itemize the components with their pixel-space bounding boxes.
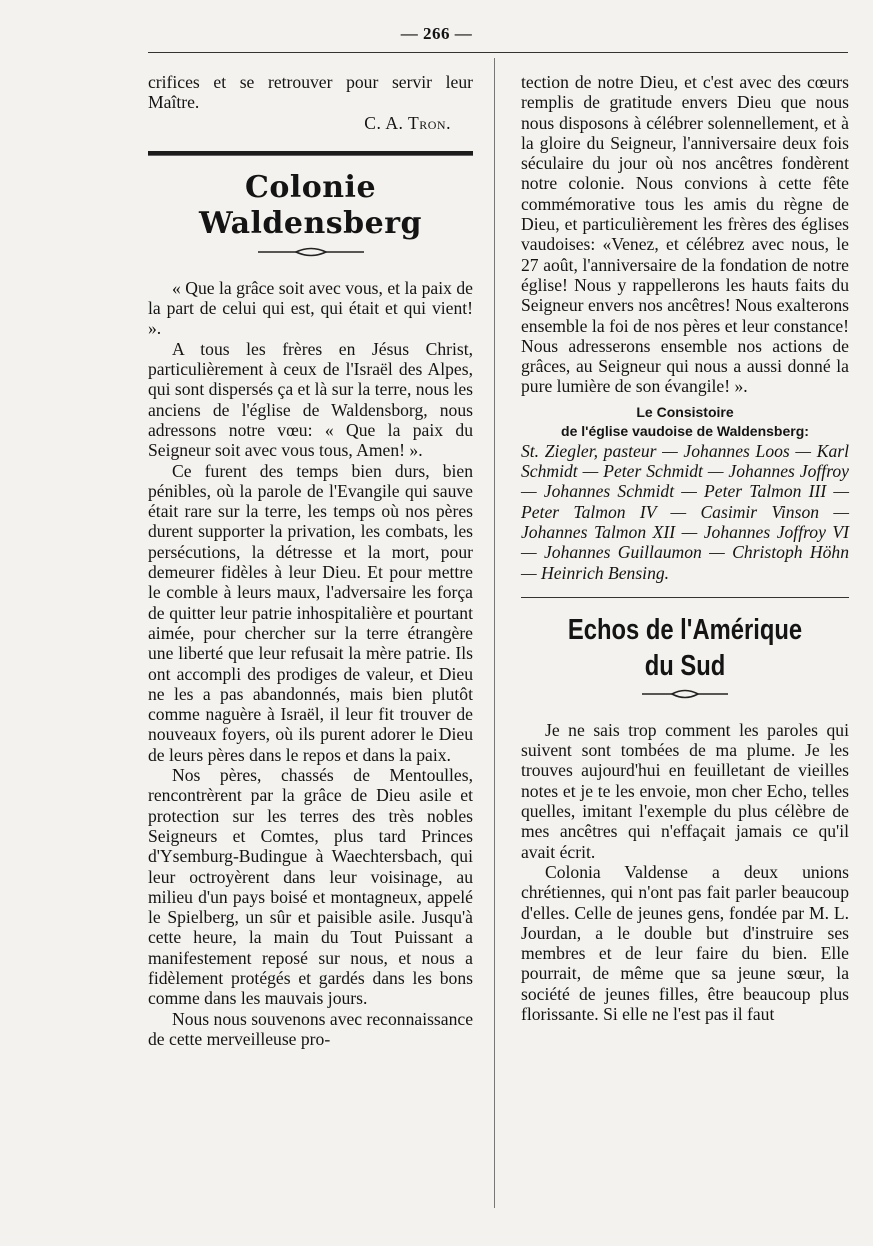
paragraph: A tous les frères en Jésus Christ, particulièrement à ceux de l'Israël des Alpes, qui sont dispersés ça et là sur la terre, nous les anciens de l'église de Waldensborg, nous adressons notre vœu: « Que la paix du Seigneur soit avec vous tous, Amen! ». — [148, 338, 473, 461]
section-rule — [148, 151, 473, 156]
paragraph: Nos pères, chassés de Mentoulles, rencontrèrent par la grâce de Dieu asile et protection sur les terres des très nobles Seigneurs et Comtes, plus tard Princes d'Ysemburg-Budingue à Waechtersbach, qui leur octroyèrent dans leur voisinage, au milieu d'un pays boisé et montagneux, appelé le Spielberg, un sûr et paisible asile. Jusqu'à cette heure, la main du Tout Puissant a manifestement reposé sur nous, et nous a fidèlement protégés et gardés dans les bons comme dans les mauvais jours. — [148, 765, 473, 1009]
paragraph: « Que la grâce soit avec vous, et la paix de la part de celui qui est, qui était et qui vient! ». — [148, 277, 473, 339]
section-rule — [521, 597, 849, 598]
left-column — [148, 72, 473, 1049]
right-column — [521, 72, 849, 1024]
consistoire-line-2: de l'église vaudoise de Waldensberg: — [561, 422, 809, 439]
consistoire-heading — [521, 403, 849, 441]
paragraph: Ce furent des temps bien durs, bien pénibles, où la parole de l'Evangile qui sauve était rare sur la terre, les temps où nos pères durent supporter la privation, les combats, les persécutions, la détresse et la mort, pour demeurer fidèles à leur Dieu. Et pour mettre le comble à leurs maux, l'adversaire les força de quitter leur patrie inhospitalière et pourtant aimée, pour chercher sur la terre étrangère une liberté que leur refusait la mère patrie. Ils ont accompli des prodiges de valeur, et Dieu ne les a pas abandonnés, mais bien plutôt comme naguère à Israël, il leur fit trouver de nouveaux foyers, où ils purent adorer le Dieu de leurs pères dans le repos et dans la paix. — [148, 460, 473, 765]
page-number: — 266 — — [400, 24, 473, 43]
header-rule — [148, 52, 848, 53]
article-title: Echos de l'Amérique du Sud — [567, 613, 803, 682]
column-divider — [494, 58, 495, 1208]
author-signature: C. A. Tron. — [364, 112, 451, 133]
title-ornament — [256, 246, 366, 258]
title-ornament — [640, 688, 730, 700]
article-title: Colonie Waldensberg — [198, 169, 423, 241]
paragraph: Je ne sais trop comment les paroles qui suivent sont tombées de ma plume. Je les trouves aujourd'hui en feuilletant de vieilles notes et je te les envoie, mon cher Echo, telles quelles, imitant l'exemple du plus célèbre de mes ancêtres qui n'effaçait jamais ce qu'il avait écrit. — [521, 719, 849, 862]
paragraph: Nous nous souvenons avec reconnaissance de cette merveilleuse pro- — [148, 1008, 473, 1049]
paragraph: Colonia Valdense a deux unions chrétiennes, qui n'ont pas fait parler beaucoup d'elles. Celle de jeunes gens, fondée par M. L. Jourdan, a le double but d'instruire ses membres et de leur faire du bien. Elle pourrait, de même que sa jeune sœur, la société de jeunes filles, être beaucoup plus florissante. Si elle ne l'est pas il faut — [521, 861, 849, 1024]
continuation-text: tection de notre Dieu, et c'est avec des cœurs remplis de gratitude envers Dieu que nous nous disposons à célébrer solennellement, et à la gloire du Seigneur, l'anniversaire deux fois séculaire du jour où nos ancêtres fondèrent notre colonie. Nous convions à cette fête commémorative tous les amis du règne de Dieu, et particulièrement les frères des églises vaudoises: «Venez, et célébrez avec nous, le 27 août, l'anniversaire de la fondation de notre église! Nous y rappellerons les hauts faits du Seigneur envers nos ancêtres! Nous exalterons ensemble la foi de nos pères et leur constance! Nous adresserons ensemble nos actions de grâces, au Seigneur qui nous a aussi donné la pure lumière de son évangile! ». — [521, 72, 849, 397]
consistoire-line-1: Le Consistoire — [636, 403, 734, 420]
continuation-text: crifices et se retrouver pour servir leur Maître. — [148, 72, 473, 113]
signers-text: St. Ziegler, pasteur — Johannes Loos — Karl Schmidt — Peter Schmidt — Johannes Joffroy — Johannes Schmidt — Peter Talmon III — Peter Talmon IV — Casimir Vinson — Johannes Talmon XII — Johannes Joffroy VI — Johannes Guillaumon — Christoph Höhn — Heinrich Bensing. — [521, 440, 849, 583]
signers-list — [521, 441, 849, 583]
